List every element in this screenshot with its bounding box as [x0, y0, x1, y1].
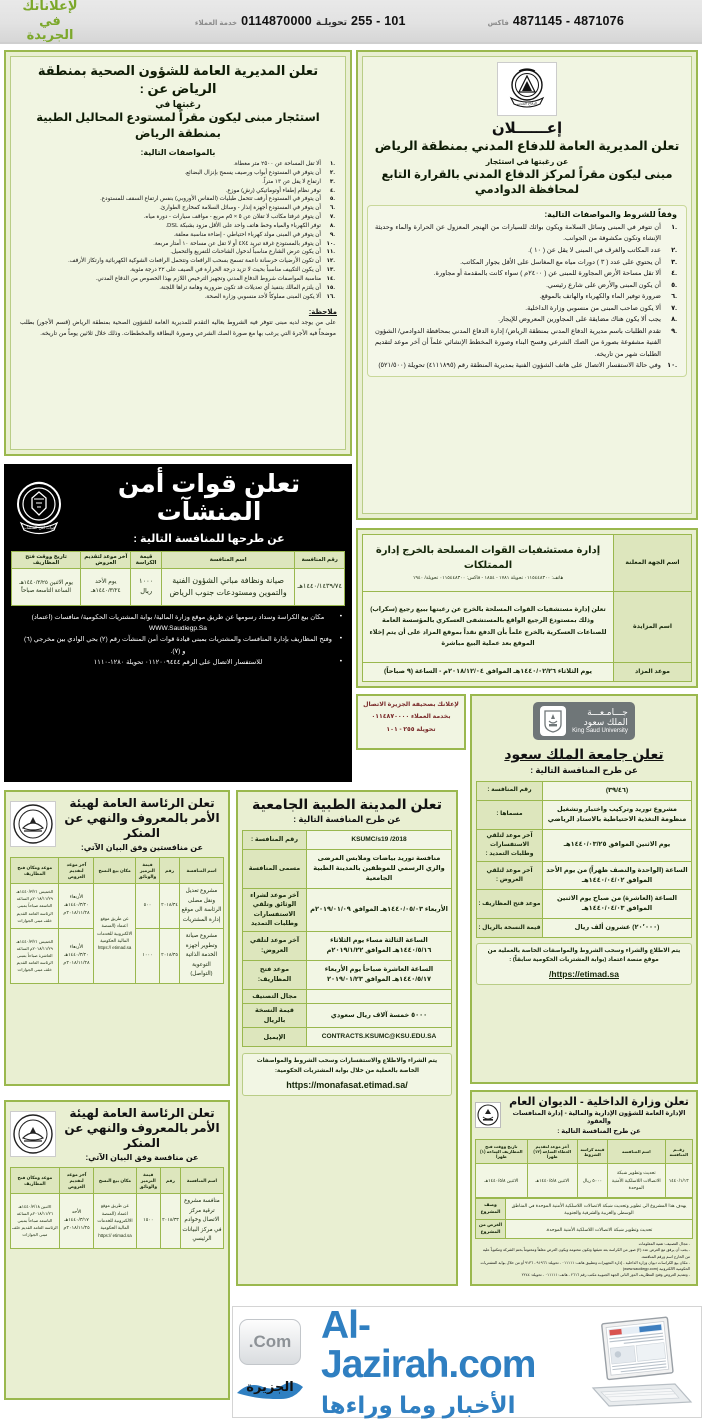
hayaa2-title-1: تعلن الرئاسة العامة لهيئة — [69, 1106, 215, 1120]
table-row — [243, 1028, 452, 1047]
ad-facilities-security-forces — [4, 464, 352, 782]
ksumc-competition-table — [242, 830, 452, 1047]
civil-defense-spec-item: أن تتوفر في المبنى وسائل السلامة ويكون بوائك للسيارات من الهنجر المعزول عن الحرارة والماء وحديثة الإنشاء وتكون مكشوفة من الجوانب. — [375, 223, 661, 243]
civil-defense-specs-list — [371, 222, 683, 372]
hayaa1-column-header: قيمة الترميز والوثائق — [135, 858, 159, 884]
com-badge-icon — [239, 1319, 301, 1365]
fsf-title: تعلن قوات أمن المنشآت — [117, 470, 301, 526]
fsf-note-item: • مكان بيع الكراسة وسداد رسومها عن طريق موقع وزارة المالية/ بوابة المشتريات الحكومية/ منافسات (اعتماد) WWW.Saudiegp.Sa — [14, 612, 342, 634]
banner-tagline: الأخبار وما وراءها — [321, 1391, 516, 1418]
hayaa1-column-header: موعد ومكان فتح المظاريف — [11, 858, 59, 884]
health-title-1: تعلن المديرية العامة للشؤون الصحية بمنطقة الرياض عن : — [37, 63, 319, 96]
ad-hayaa-2 — [4, 1100, 230, 1400]
fsf-cell-name: صيانة ونظافة مباني الشؤون الفنية والتموين ومستودعات جنوب الرياض — [161, 569, 295, 606]
ad-armed-forces-hospitals — [356, 528, 698, 688]
interior-purpose-value: تحديث وتطوير شبكة الاتصالات اللاسلكية الأمنية الموحدة. — [506, 1220, 693, 1239]
hayaa1-cell-price: ١٠٠٠ — [135, 929, 159, 984]
ksu-footer-link[interactable]: https://etimad.sa/ — [549, 968, 619, 979]
table-row — [243, 960, 452, 989]
ksumc-subtitle: عن طرح المنافسة التالية : — [293, 814, 401, 825]
customer-service-group — [195, 14, 406, 28]
interior-column-header: تاريخ ووقت فتح المظاريف الساعة (١) ظهراً — [476, 1140, 528, 1164]
ksumc-row-label: آخر موعد لشراء الوثائق وتلقي الاستفسارات وطلبات التمديد — [243, 888, 307, 931]
hayaa2-cell-name: منافسة مشروع ترقية مركز الاتصال وخوادم في مركز البيانات الرئيسي — [180, 1194, 223, 1249]
afh-entity-contact: هاتف: ٠١١٥٤٤٨٣٠٠ تحويلة ١٧٨١ - ١٨٥٤ - فاكس: ٠١١٥٤٤٨٣٠٠ تحويلة/ ١٩٤٠ — [412, 576, 564, 582]
table-row — [477, 782, 692, 801]
ksu-footer-note — [476, 943, 692, 985]
table-row — [477, 919, 692, 938]
hayaa1-cell-deadline: الأربعاء ١٤٤٠/٣/٢٠هـ ٢٠١٨/١١/٢٨م — [59, 884, 94, 929]
health-spec-item: أن يكون عرض الشارع مناسباً لدخول الشاحنات للتفريغ والتحميل. — [170, 249, 321, 256]
afh-label-entity: اسم الجهة المعلنة — [614, 535, 692, 592]
interior-column-header: آخر موعد لتقديم العطاء الساعة (١٢) ظهراً — [527, 1140, 577, 1164]
ksu-row-value: الساعة (العاشرة) من صباح يوم الاثنين الموافق ١٤٤٠/٠٤/٠٣هـ — [543, 890, 692, 919]
interior-column-header: اسم المنافسة — [608, 1140, 665, 1164]
civil-defense-title-1: تعلن المديرية العامة للدفاع المدني بمنطقة الرياض — [374, 139, 680, 153]
interior-title: تعلن وزارة الداخلية - الديوان العام — [509, 1096, 689, 1108]
hayaa1-title-2: الأمر بالمعروف والنهي عن المنكر — [64, 811, 220, 840]
hayaa1-cell-opening: الخميس ١٤٤٠/٣/٢١هـ ٢٠١٨/١١/٢٩م الساعة العاشرة صباحاً بمبنى الرئاسة العامة القديم خلف مبنى الجوازات — [11, 929, 59, 984]
ksumc-footer-note — [242, 1053, 452, 1096]
table-row — [11, 884, 224, 929]
svg-text:قوات أمن المنشآت: قوات أمن المنشآت — [22, 525, 56, 530]
al-jazirah-banner[interactable] — [232, 1303, 702, 1418]
table-row — [12, 569, 345, 606]
svg-text:الجزيرة: الجزيرة — [246, 1380, 294, 1395]
hayaa2-cell-place: عن طريق موقع اعتماد (المنصة الالكترونية للخدمات المالية الحكومية https:// etimad.sa — [94, 1194, 136, 1249]
ksu-row-label: آخر موعد لتلقي العروض : — [477, 861, 543, 890]
civil-defense-spec-item: عدد المكاتب والغرف في المبنى لا يقل عن ( ١٠ ). — [528, 246, 661, 254]
ksumc-row-value: KSUMC/s19 /2018 — [307, 831, 452, 850]
jazirah-contact-line-1: لإعلانك بصحيفة الجزيرة الاتصال — [363, 701, 459, 708]
hayaa1-column-header: اسم المنافسة — [179, 858, 223, 884]
table-row — [243, 932, 452, 961]
fsf-column-header: قيمة الكراسة — [131, 552, 161, 569]
civil-defense-spec-item: ألا يكون صاحب المبنى من منسوبي وزارة الداخلية. — [525, 304, 661, 312]
brand-block — [0, 0, 96, 43]
civil-defense-specs-header: وفقاً للشروط والمواصفات التالية: — [544, 209, 677, 219]
hayaa1-cell-price: ٥٠٠ — [135, 884, 159, 929]
ministry-of-interior-emblem — [475, 1102, 501, 1128]
banner-site-name[interactable]: Al-Jazirah.com — [321, 1303, 536, 1386]
table-row — [477, 829, 692, 861]
extension-label: تحويلـة — [315, 17, 348, 27]
health-spec-item: أن يلتزم المالك بتنفيذ أي تعديلات قد تكون ضرورية وهامة تراها اللجنة. — [159, 284, 321, 291]
hayaa1-cell-name: مشروع صيانة وتطوير أجهزة الخدمة الذاتية التوعوية (التواصل) — [179, 929, 223, 984]
health-note-title: ملاحظة: — [308, 309, 337, 317]
masthead — [0, 0, 702, 44]
ksu-footer-text: يتم الاطلاع والشراء وسحب الشروط والمواصفات الخاصة بالعملية من موقع منصة اعتماد (بوابة المشتريات الحكومية سابقاً) : — [487, 948, 681, 964]
interior-cell-price: ٥٠٠٠ ريال — [577, 1164, 607, 1198]
customer-service-label: خدمة العملاء — [194, 20, 238, 27]
ksumc-footer-text: يتم الشراء والاطلاع والاستفسارات وسحب الشروط والمواصفات الخاصة بالعملية من خلال بوابة المشتريات الحكومية: — [256, 1058, 438, 1074]
hayaa1-cell-deadline: الأربعاء ١٤٤٠/٣/٢٠هـ ٢٠١٨/١١/٢٨م — [59, 929, 94, 984]
health-spec-item: توفر الكهرباء والمياه وخط هاتف واحد على الأقل مزود بشبكة DSL. — [165, 222, 321, 229]
health-spec-item: ارتفاع لا يقل عن ١٣ متراً. — [262, 178, 321, 185]
civil-defense-title-3: مبنى ليكون مقراً لمركز الدفاع المدني بالقرارة التابع لمحافظة الدوادمي — [381, 168, 673, 197]
interior-subtitle-2: عن طرح المنافسة التالية : — [557, 1128, 641, 1135]
health-spec-item: أن يتوفر بالمستودع غرفة تبريد ٤X٤ أو لا تقل عن مساحة ١٠ أمتار مربعة. — [153, 240, 321, 247]
ksumc-row-value: منافسة توريد بياضات وملابس المرضى والزي الرسمي للموظفين بالمدينة الطبية الجامعية — [307, 849, 452, 888]
interior-cell-deadline: الاثنين ١٤٤٠/٥/٨هـ — [527, 1164, 577, 1198]
ksu-logo-ar-1: جـــامـعـــة — [587, 706, 628, 717]
ad-ksumc — [236, 790, 458, 1286]
ksumc-row-value: الساعة العاشرة صباحاً يوم الأربعاء ١٤٤٠/٥/١٧هـ الموافق ٢٠١٩/٠١/٢٣ — [307, 960, 452, 989]
civil-defense-spec-item: تقدم الطلبات باسم مديرية الدفاع المدني بمنطقة الرياض/ إدارة الدفاع المدني بمحافظة الدوادمي/ الشؤون الفنية مشفوعة بصورة من الصك الشرعي وفسح البناء وصورة المخطط الإنشائي علماً أن آخر موعد لتقديم الطلبات شهر من تاريخه. — [375, 327, 661, 358]
interior-note-item: - مكان بيع الكراسات ديوان وزارة الداخلية - إدارة التجهيزات وتطبيق هاتف: ٠١١١١١ - تحويلة: ٩١٩٦٦ - ٩١٣٦ أو من خلال بوابة المشتريات الحكومية الالكترونية (www.saudiegp.com) — [480, 1260, 690, 1271]
ksumc-row-value: الأربعاء ١٤٤٠/٠٥/٠٣هـ الموافق ٢٠١٩/٠١/٠٩م — [307, 888, 452, 931]
hayaa1-cell-opening: الخميس ١٤٤٠/٣/٢١هـ ٢٠١٨/١١/٢٩م الساعة التاسعة صباحاً بمبنى الرئاسة العامة القديم خلف مبنى الجوازات — [11, 884, 59, 929]
fsf-column-header: تاريخ ووقت فتح المظاريف — [12, 552, 81, 569]
ksumc-row-label: الإيميل — [243, 1028, 307, 1047]
interior-desc-label: وصف المشروع — [476, 1199, 506, 1220]
ksumc-row-label: رقم المنافسة : — [243, 831, 307, 850]
ksu-subtitle: عن طرح المنافسة التالية : — [530, 765, 638, 775]
table-row — [243, 849, 452, 888]
fsf-column-header: آخر موعد لتقديم العروض — [81, 552, 131, 569]
ad-civil-defense-body — [362, 56, 692, 514]
fsf-competition-table — [11, 551, 345, 606]
ad-ministry-of-interior — [470, 1090, 698, 1286]
fax-label: فاكس — [487, 20, 509, 27]
table-row — [243, 888, 452, 931]
ksu-row-value: الساعة (الواحدة والنصف ظهراً) من يوم الأحد الموافق ١٤٤٠/٠٤/٠٢هـ — [543, 861, 692, 890]
laptop-newspaper-illustration — [579, 1314, 697, 1410]
interior-subtitle-1: الإدارة العامة للشؤون الإدارية والمالية - إدارة المنافسات والعقود — [512, 1110, 686, 1125]
hayaa2-column-header: مكان بيع النسخ — [94, 1168, 136, 1194]
hayaa1-column-header: رقم — [160, 858, 180, 884]
ksu-row-label: مسماها : — [477, 800, 543, 829]
health-spec-item: مناسبة المواصفات شروط الدفاع المدني وتجهيز الترخيص اللازم بهذا الخصوص من الدفاع المدني. — [95, 275, 321, 282]
civil-defense-spec-item: وفي حالة الاستفسار الاتصال على هاتف الشؤون الفنية بمديرية المنطقة رقم (٤١١١٨٩٥) تحويلة (٥٢١/٥٠٠) — [378, 362, 661, 370]
interior-notes-list — [475, 1241, 693, 1279]
hayaa2-column-header: قيمة الترميز والوثائق — [136, 1168, 161, 1194]
extension-value: 255 - 101 — [351, 14, 406, 28]
ksu-row-label: آخر موعد لتلقي الاستفسارات وطلبات التمديد : — [477, 829, 543, 861]
table-row — [243, 989, 452, 1004]
interior-cell-number: ١٤٤٠/١/١٢ — [665, 1164, 692, 1198]
civil-defense-spec-item: أن يكون المبنى والأرض على شارع رئيسي. — [546, 281, 661, 289]
interior-competition-table — [475, 1139, 693, 1198]
hayaa1-competition-table — [10, 857, 224, 984]
health-spec-item: أن يتوفر في المبنى مولد كهرباء احتياطي - إضاءة مناسبة معلقة. — [173, 231, 321, 238]
health-specs-header: بالمواصفات التالية: — [140, 148, 216, 158]
ksumc-row-label: موعد فتح المظاريف: — [243, 960, 307, 989]
fsf-cell-offers-deadline: يوم الأحد ١٤٤٠/٣/٢٤هـ — [81, 569, 131, 606]
hayaa1-cell-place: عن طريق موقع اعتماد (المنصة الالكترونية للخدمات المالية الحكومية https:// etimad.sa — [94, 884, 135, 984]
health-title-2: رغبتها في — [155, 99, 201, 110]
ad-king-saud-university — [470, 694, 698, 1084]
civil-defense-spec-item: يجب ألا يكون هناك مضايقة على المجاورين المعروض للإيجار. — [498, 316, 661, 324]
fsf-note-item: • وفتح المظاريف بإدارة المنافسات والمشتريات بمبنى قيادة قوات أمن المنشآت رقم (٢) بحي الوادي بين مخرجي (٦) و (٧). — [14, 634, 342, 656]
com-badge-label: .Com — [248, 1332, 292, 1351]
civil-defense-spec-item: ألا تقل مساحة الأرض المجاورة للمبنى عن ( ٢٤٠٠م ) سواء كانت بالمقدمة أو مجاورة. — [433, 270, 661, 278]
interior-column-header: قيمة كراسة الشروط — [577, 1140, 607, 1164]
interior-cell-name: تحديث وتطوير شبكة الاتصالات اللاسلكية الأمنية الموحدة — [608, 1164, 665, 1198]
ksu-competition-table — [476, 781, 692, 938]
hayaa2-cell-price: ١٥٠٠ — [136, 1194, 161, 1249]
civil-defense-announcement-word: إعــــــلان — [491, 120, 563, 137]
hayaa-emblem — [10, 801, 56, 847]
table-row — [11, 1194, 224, 1249]
hayaa2-competition-table — [10, 1167, 224, 1249]
ksumc-title: تعلن المدينة الطبية الجامعية — [252, 796, 442, 812]
hayaa2-cell-deadline: الأحد ١٤٤٠/٣/١٧هـ ٢٠١٨/١١/٢٥م — [59, 1194, 94, 1249]
civil-defense-spec-item: أن يحتوي على عدد ( ٣ ) دورات مياه مع المغاسل على الأقل بجوار المكاتب. — [460, 258, 661, 266]
ksumc-footer-link[interactable]: /https://monafasat.etimad.sa — [286, 1079, 408, 1090]
svg-text:الدفاع المدني: الدفاع المدني — [516, 101, 538, 106]
ksumc-row-value: CONTRACTS.KSUMC@KSU.EDU.SA — [307, 1028, 452, 1047]
hayaa1-subtitle: عن منافستين وفق البيان الآتي: — [81, 843, 203, 852]
hayaa2-column-header: اسم المنافسة — [180, 1168, 223, 1194]
ksumc-row-label: مجال التصنيف — [243, 989, 307, 1004]
ksumc-row-value — [307, 989, 452, 1004]
health-spec-item: ألا يكون المبنى مملوكاً لأحد منسوبي وزارة الصحة. — [204, 293, 321, 300]
ksu-row-label: قيمة النسخة بالريال : — [477, 919, 543, 938]
afh-table — [362, 534, 692, 682]
fsf-notes-list — [11, 612, 345, 668]
brand-line-1: لإعلاناتك — [22, 0, 78, 13]
ad-civil-defense — [356, 50, 698, 520]
hayaa1-column-header: مكان بيع النسخ — [94, 858, 135, 884]
hayaa1-title-1: تعلن الرئاسة العامة لهيئة — [69, 796, 215, 810]
fsf-note-item: • للاستفسار الاتصال على الرقم ٠١١٢٠٠٩٤٤٤ تحويلة ١٢٨٠-١١١٠ — [14, 657, 342, 668]
fsf-subtitle: عن طرحها للمنافسة التالية : — [133, 533, 285, 545]
fax-group — [488, 14, 624, 28]
ksu-logo-ar-2: الملك سعود — [583, 717, 628, 728]
al-jazirah-logo — [233, 1371, 307, 1405]
ksu-row-label: رقم المنافسة : — [477, 782, 543, 801]
ksumc-row-label: آخر موعد لتلقي العروض: — [243, 932, 307, 961]
afh-auction-name: تعلن إدارة مستشفيات القوات المسلحة بالخرج عن رغبتها ببيع رجيع (سكراب) وذلك بمستودع الرجيع الواقع بالمستشفى العسكري بالمؤسسة العامة للصناعات العسكرية بالخرج علماً بأن الدفع نقداً بموقع المزاد على أن يتم إخلاء الموقع بعد عملية البيع مباشرة — [363, 591, 614, 662]
ksu-shield-icon — [540, 706, 566, 736]
health-spec-item: أن يتوفر في المستودع أبواب ورصيف يسمح بإنزال البضائع. — [184, 169, 321, 176]
ad-health-affairs-body — [10, 56, 346, 450]
hayaa1-cell-no: ٢٠١٨/٣٤ — [160, 884, 180, 929]
health-specs-list — [15, 160, 341, 301]
hayaa2-cell-no: ٢٠١٨/٣٣ — [161, 1194, 181, 1249]
health-note-body: على من يوجد لديه مبنى تتوفر فيه الشروط بعاليه التقدم للمديرية العامة للشؤون الصحية بمنطقة الرياض (قسم الأجور) بطلب موضحاً فيه الأجرة التي يرغب بها مع صورة الصك الشرعي وصورة البطاقة والمخططات. وذلك خلال ثلاثين يوماً من تاريخه. — [20, 320, 336, 337]
interior-desc-value: يهدف هذا المشروع الى تطوير وتحديث شبكة الاتصالات اللاسلكية الأمنية الموحدة في المناطق الوسطى والغربية والشرقية والجنوبية — [506, 1199, 693, 1220]
jazirah-contact-line-2: بخدمة العملاء ٠١١٤٨٧٠٠٠٠ — [371, 713, 451, 721]
health-spec-item: أن يتوفر في المستودع أجهزة إنذار - وسائل السلامة كمخارج الطوارئ. — [159, 205, 321, 212]
ksu-row-value: يوم الاثنين الموافق ١٤٤٠/٠٣/٢٥هـ — [543, 829, 692, 861]
ksumc-row-value: الساعة الثالثة مساء يوم الثلاثاء ١٤٤٠/٥/١٦هـ الموافق ٢٠١٩/١/٢٢م — [307, 932, 452, 961]
interior-cell-opening: الاثنين ١٤٤٠/٥/٨هـ — [476, 1164, 528, 1198]
table-row — [243, 1004, 452, 1028]
interior-note-item: - وتقديم العروض وفتح المظاريف الدور الثاني الجهة الجنوبية مكتب رقم ٢٦١٦ - هاتف: ٠١١١١١ - تحويلة: ٢٢٤٤ — [521, 1273, 690, 1278]
facilities-security-forces-emblem — [11, 477, 67, 539]
fsf-column-header: اسم المنافسة — [161, 552, 295, 569]
hayaa2-title-2: الأمر بالمعروف والنهي عن المنكر — [64, 1121, 220, 1150]
hayaa2-cell-opening: الاثنين ١٤٤٠/٣/١٨هـ ٢٠١٨/١١/٢٦م الساعة التاسعة صباحاً بمبنى الرئاسة العامة القديم خلف مبنى الجوازات — [11, 1194, 60, 1249]
ksu-logo-en: King Saud University — [572, 728, 628, 735]
banner-text-block — [313, 1303, 579, 1419]
customer-service-number: 0114870000 — [241, 14, 312, 28]
interior-purpose-label: الغرض من المشروع — [476, 1220, 506, 1239]
table-row — [477, 890, 692, 919]
interior-note-item: - مجال التصنيف: تقنية المعلومات — [638, 1242, 690, 1246]
health-spec-item: أن يكون التكييف مناسباً بحيث لا تزيد درجة الحرارة في الصيف على ٢٢ درجة مئوية. — [129, 267, 321, 274]
health-spec-item: أن تكون الأرضيات خرسانة ناعمة تسمح بسحب الرافعات وتتحمل الرافعات الشوكية الكهربائية وارتكاز الأرفف. — [68, 258, 321, 265]
ksu-row-value: (٣٩/٤٦) — [543, 782, 692, 801]
fsf-cell-number: ١٤٤٠/١٤٣٩/٧٤هـ — [295, 569, 345, 606]
hayaa2-column-header: موعد ومكان فتح المظاريف — [11, 1168, 60, 1194]
ad-health-affairs — [4, 50, 352, 456]
fsf-column-header: رقم المنافسة — [295, 552, 345, 569]
hayaa2-subtitle: عن منافسة وفق البيان الآتي: — [85, 1153, 199, 1162]
health-spec-item: توفر نظام إطفاء أوتوماتيكي (رش) موزع. — [225, 187, 321, 194]
table-row — [477, 861, 692, 890]
hayaa2-column-header: آخر موعد لتقديم العروض — [59, 1168, 94, 1194]
ksumc-row-label: قيمة النسخة بالريال — [243, 1004, 307, 1028]
ksu-row-value: (٢٠٬٠٠٠) عشرون ألف ريال — [543, 919, 692, 938]
jazirah-contact-line-3: تحويلة ٢٥٥ - ١٠١ — [386, 725, 436, 733]
civil-defense-spec-item: ضرورة توفير الماء والكهرباء والهاتف بالموقع. — [539, 293, 661, 301]
fsf-cell-opening: يوم الاثنين ١٤٤٠/٣/٢٥هـ الساعة التاسعة صباحاً — [12, 569, 81, 606]
ksu-row-label: موعد فتح المظاريف : — [477, 890, 543, 919]
ksu-logo — [533, 702, 635, 740]
interior-column-header: رقــم المنافسة — [665, 1140, 692, 1164]
interior-description-table — [475, 1198, 693, 1239]
brand-line-2: في الجريدة — [26, 12, 74, 43]
hayaa1-cell-no: ٢٠١٨/٣٥ — [160, 929, 180, 984]
hayaa1-column-header: آخر موعد لتقديم العروض — [59, 858, 94, 884]
fsf-cell-booklet-price: ١٠٠٠ ريال — [131, 569, 161, 606]
ksu-title: تعلن جامعة الملك سعود — [504, 746, 664, 762]
hayaa-emblem — [10, 1111, 56, 1157]
afh-entity-name: إدارة مستشفيات القوات المسلحة بالخرج إدارة الممتلكات — [375, 545, 601, 572]
health-spec-item: أن يتوفر غرفتا مكاتب لا تقلان عن ٥ × ٥م مربع - مواقف سيارات - دورة مياه. — [143, 214, 321, 221]
civil-defense-title-2: عن رغبتها في استئجار — [485, 156, 569, 166]
ksumc-row-value: ٥٠٠٠ خمسة آلاف ريال سعودي — [307, 1004, 452, 1028]
health-spec-item: أن يتوفر في المستودع أرفف تتحمل طبليات (المقاس الأوروبي) بنفس ارتفاع السقف للمستودع. — [100, 196, 321, 203]
interior-note-item: - يجب أن يرفق مع العرض عدد (٢) صور من الكراسة بعد تعبئتها وتكون مختومة ويكون العرض مغلقاً ومختوماً بختم الشركة ومكتوباً عليه من الخارج اسم ورقم المنافسة. — [482, 1248, 690, 1259]
ksumc-row-label: مسمى المنافسة — [243, 849, 307, 888]
table-row — [476, 1164, 693, 1198]
health-title-3: استئجار مبنى ليكون مقراً لمستودع المحاليل الطبية بمنطقة الرياض — [36, 112, 320, 140]
hayaa2-column-header: رقم — [161, 1168, 181, 1194]
hayaa1-cell-name: مشروع تعديل ونقل مصلى الرئاسة الى موقع إدارة المشتريات — [179, 884, 223, 929]
afh-label-date: موعد المزاد — [614, 662, 692, 681]
fax-numbers: 4871145 - 4871076 — [512, 14, 624, 28]
health-spec-item: ألا تقل المساحة عن ٢٥٠٠ متر مغطاة. — [233, 161, 321, 168]
civil-defense-emblem — [497, 62, 557, 116]
ad-hayaa-1 — [4, 790, 230, 1086]
table-row — [477, 800, 692, 829]
ksu-row-value: مشروع توريد وتركيب واختبار وتشغيل منظومة التغذية الاحتياطية بالاستاد الرياضي — [543, 800, 692, 829]
table-row — [243, 831, 452, 850]
jazirah-contact-box — [356, 694, 466, 750]
afh-label-auction: اسم المزايدة — [614, 591, 692, 662]
afh-auction-date: يوم الثلاثاء ١٤٤٠/٠٢/٢٦هـ الموافق ٢٠١٨/١٢/٠٤م - الساعة (٩ صباحاً) — [363, 662, 614, 681]
